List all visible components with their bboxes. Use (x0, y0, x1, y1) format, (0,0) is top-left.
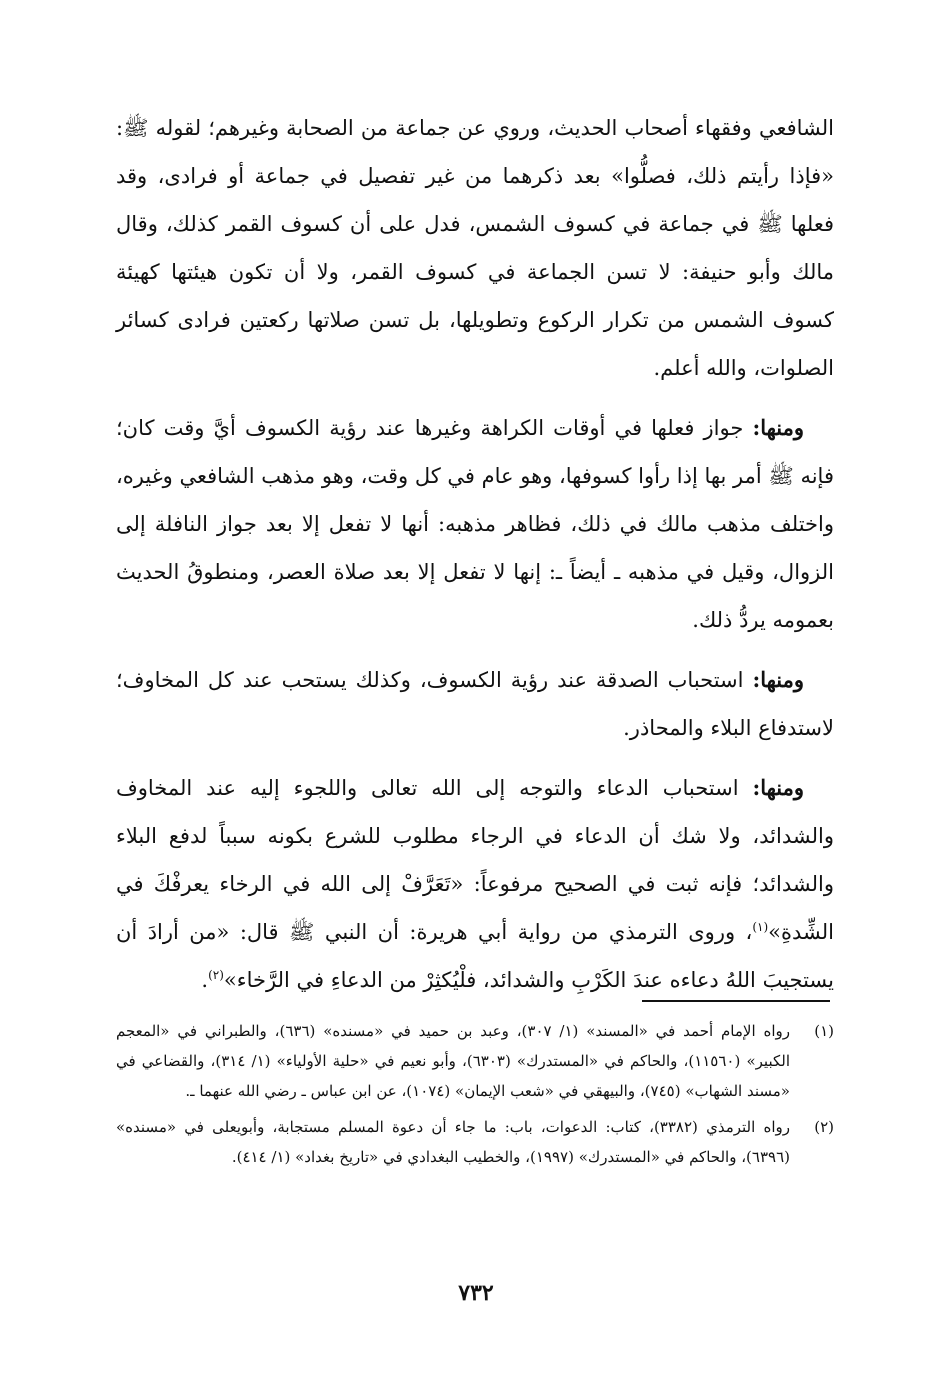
footnotes (116, 1016, 834, 1178)
paragraph-4-text: استحباب الدعاء والتوجه إلى الله تعالى واللجوء إليه عند المخاوف والشدائد، ولا شك أن الدعاء في الرجاء مطلوب للشرع بكونه سبباً لدفع البلاء والشدائد؛ فإنه ثبت في الصحيح مرفوعاً: «تَعَرَّفْ إلى الله في الرخاء يعرفْكَ في الشِّدةِ» (116, 776, 834, 944)
footnote-1-number: (١) (814, 1022, 834, 1040)
paragraph-3 (116, 656, 834, 752)
paragraph-2-lead: ومنها: (752, 415, 804, 440)
paragraph-4 (116, 764, 834, 1004)
paragraph-3-lead: ومنها: (752, 667, 804, 692)
page-number: ٧٣٢ (458, 1280, 494, 1306)
footnote-ref-1[interactable]: (١) (752, 920, 769, 934)
paragraph-2 (116, 404, 834, 644)
footnote-1-text: رواه الإمام أحمد في «المسند» (١/ ٣٠٧)، وعبد بن حميد في «مسنده» (٦٣٦)، والطبراني في «المعجم الكبير» (١١٥٦٠)، والحاكم في «المستدرك» (٦٣٠٣)، وأبو نعيم في «حلية الأولياء» (١/ ٣١٤)، والقضاعي في «مسند الشهاب» (٧٤٥)، والبيهقي في «شعب الإيمان» (١٠٧٤)، عن ابن عباس ـ رضي الله عنهما ـ. (116, 1022, 790, 1100)
footnote-divider (642, 1000, 830, 1002)
paragraph-4-lead: ومنها: (752, 775, 804, 800)
paragraph-3-text: استحباب الصدقة عند رؤية الكسوف، وكذلك يستحب عند كل المخاوف؛ لاستدفاع البلاء والمحاذر. (116, 668, 834, 740)
footnote-2 (116, 1112, 834, 1172)
footnote-1 (116, 1016, 834, 1106)
paragraph-4-text-3: . (201, 968, 209, 992)
footnote-ref-2[interactable]: (٢) (208, 968, 224, 982)
paragraph-1-text: الشافعي وفقهاء أصحاب الحديث، وروي عن جماعة من الصحابة وغيرهم؛ لقوله ﷺ: «فإذا رأيتم ذلك، فصلُّوا» بعد ذكرهما من غير تفصيل في جماعة أو فرادى، وقد فعلها ﷺ في جماعة في كسوف الشمس، فدل على أن كسوف القمر كذلك، وقال مالك وأبو حنيفة: لا تسن الجماعة في كسوف القمر، ولا أن تكون هيئتها كهيئة كسوف الشمس من تكرار الركوع وتطويلها، بل تسن صلاتها ركعتين فرادى كسائر الصلوات، والله أعلم. (116, 116, 834, 380)
main-text (116, 104, 834, 1016)
paragraph-1 (116, 104, 834, 392)
paragraph-4-text-2: ، وروى الترمذي من رواية أبي هريرة: أن النبي ﷺ قال: «من أرادَ أن يستجيبَ اللهُ دعاءه عندَ الكَرْبِ والشدائد، فلْيُكثِرْ من الدعاءِ في الرَّخاء» (116, 920, 834, 992)
footnote-2-text: رواه الترمذي (٣٣٨٢)، كتاب: الدعوات، باب: ما جاء أن دعوة المسلم مستجابة، وأبويعلى في «مسنده» (٦٣٩٦)، والحاكم في «المستدرك» (١٩٩٧)، والخطيب البغدادي في «تاريخ بغداد» (١/ ٤١٤). (116, 1118, 791, 1166)
footnote-2-number: (٢) (814, 1118, 834, 1136)
paragraph-2-text: جواز فعلها في أوقات الكراهة وغيرها عند رؤية الكسوف أيَّ وقت كان؛ فإنه ﷺ أمر بها إذا رأوا كسوفها، وهو عام في كل وقت، وهو مذهب الشافعي وغيره، واختلف مذهب مالك في ذلك، فظاهر مذهبه: أنها لا تفعل إلا بعد جواز النافلة إلى الزوال، وقيل في مذهبه ـ أيضاً ـ: إنها لا تفعل إلا بعد صلاة العصر، ومنطوقُ الحديث بعمومه يردُّ ذلك. (116, 416, 834, 632)
